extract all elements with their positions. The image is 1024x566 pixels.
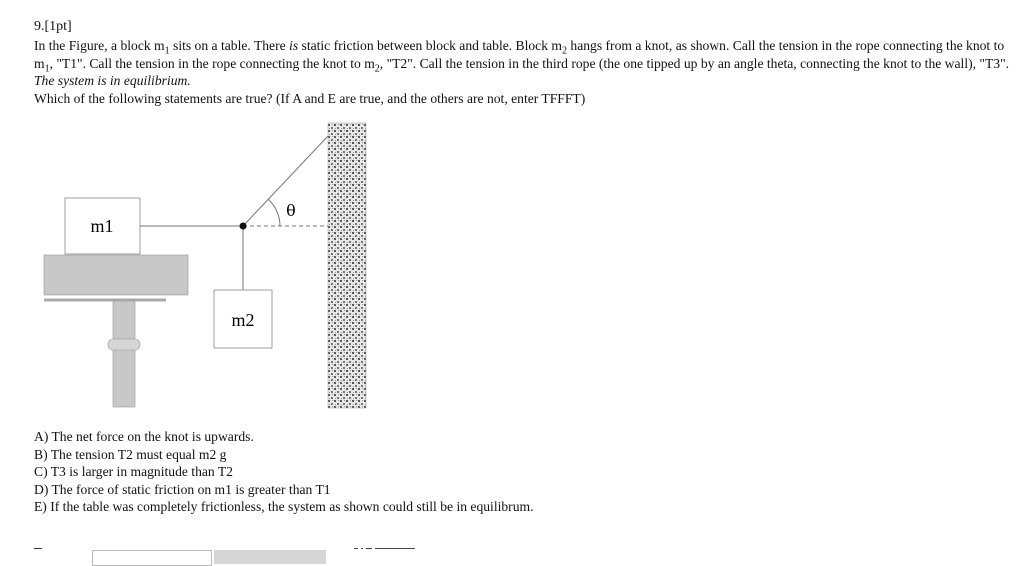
question-number: 9.[1pt]	[34, 19, 72, 34]
choice-c: C) T3 is larger in magnitude than T2	[34, 464, 233, 479]
subscript: 2	[374, 63, 380, 75]
question-text	[34, 37, 1009, 107]
emphasis-is: is	[289, 38, 299, 53]
table-leg	[113, 301, 135, 407]
block-m2-label: m2	[231, 310, 255, 330]
answer-choices	[34, 428, 533, 516]
submit-button[interactable]	[214, 550, 326, 564]
question-text-part: , "T2". Call the tension in the third rope (the one tipped up by an angle theta, connecting the knot to the wall), "T3".	[379, 55, 1010, 71]
knot	[240, 223, 247, 230]
answer-hint-fragment	[354, 548, 469, 549]
question-text-part: hangs from a knot, as shown. Call the tension in the rope connecting the knot to m	[34, 38, 1005, 71]
question-text-part: , "T1". Call the tension in the rope connecting the knot to m	[49, 55, 375, 71]
question-text-part: static friction between block and table. Block m	[298, 38, 562, 53]
angle-theta-label: θ	[286, 201, 296, 220]
choice-d: D) The force of static friction on m1 is greater than T1	[34, 481, 331, 497]
table-leg-collar	[108, 339, 140, 350]
figure-drawing	[40, 118, 380, 418]
angle-arc	[268, 199, 280, 226]
physics-figure	[40, 118, 380, 418]
question-instruction: Which of the following statements are true? (If A and E are true, and the others are not, enter TFFFT)	[34, 90, 586, 106]
equilibrium-statement: The system is in equilibrium.	[34, 73, 191, 88]
block-m1-label: m1	[90, 216, 114, 236]
answer-label-fragment	[34, 548, 42, 549]
subscript: 1	[44, 63, 50, 75]
answer-row	[34, 546, 534, 558]
answer-input[interactable]	[92, 550, 212, 566]
choice-a: A) The net force on the knot is upwards.	[34, 429, 254, 444]
subscript: 2	[562, 45, 567, 57]
choice-b: B) The tension T2 must equal m2 g	[34, 446, 227, 462]
wall	[328, 123, 366, 408]
subscript: 1	[164, 45, 170, 57]
choice-e: E) If the table was completely frictionless, the system as shown could still be in equilibrum.	[34, 499, 534, 514]
question-text-part: In the Figure, a block m	[34, 38, 165, 53]
table-top	[44, 255, 188, 295]
question-text-part: sits on a table. There	[169, 38, 290, 53]
